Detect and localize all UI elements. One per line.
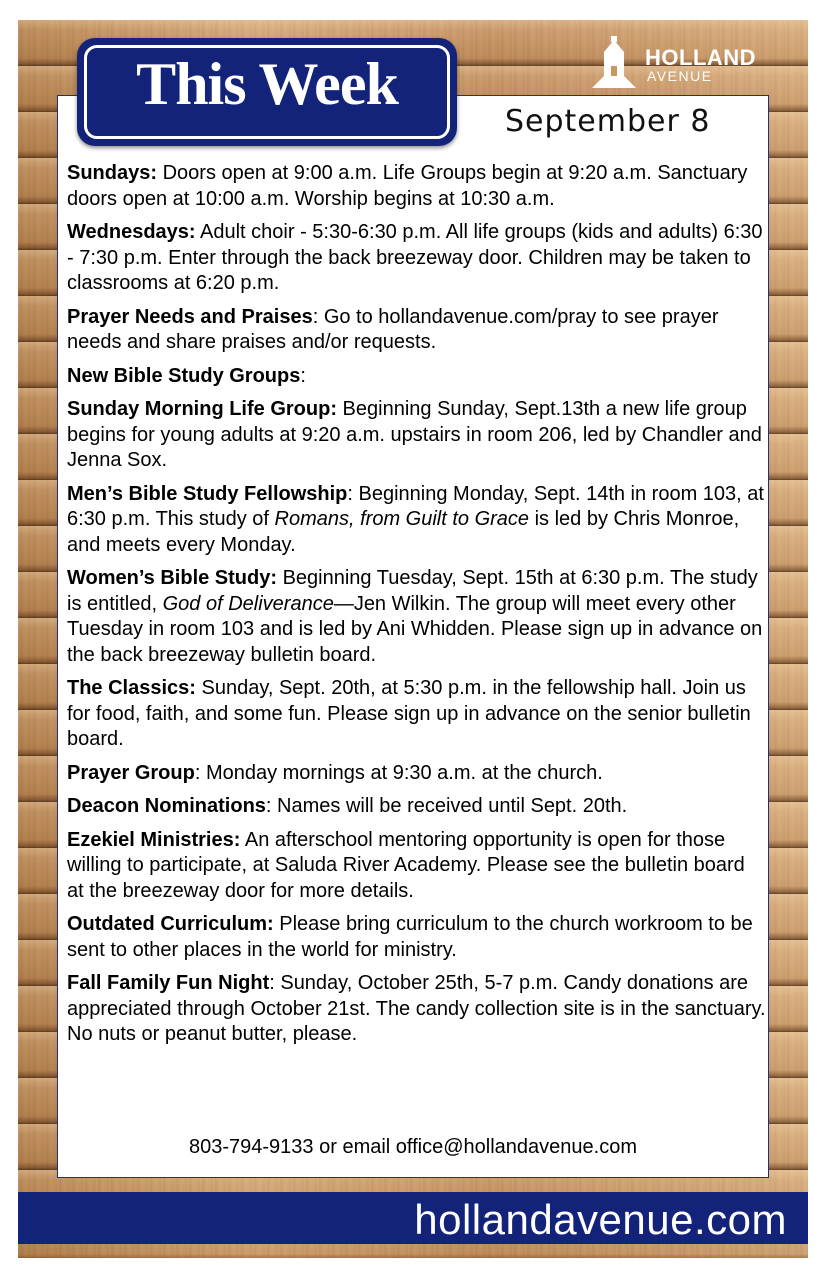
announcement-womens-bible-study: Women’s Bible Study: Beginning Tuesday, Sept. 15th at 6:30 p.m. The study is entitled, God of Deliverance—Jen Wilkin. The group will meet every other Tuesday in room 103 and is led by Ani Whidden. Please sign up in advance on the back breezeway bulletin board. — [67, 567, 763, 666]
announcement-new-bible-study: New Bible Study Groups: — [67, 364, 306, 387]
page-title: This Week — [136, 51, 398, 117]
announcement-prayer-group: Prayer Group: Monday mornings at 9:30 a.m. at the church. — [67, 761, 603, 784]
announcement-ezekiel-ministries: Ezekiel Ministries: An afterschool mentoring opportunity is open for those willing to participate, at Saluda River Academy. Please see the bulletin board at the breezeway door for more details. — [67, 828, 745, 902]
logo-text-avenue: AVENUE — [647, 68, 713, 84]
footer-website-link[interactable]: hollandavenue.com — [414, 1196, 787, 1243]
announcement-outdated-curriculum: Outdated Curriculum: Please bring curriculum to the church workroom to be sent to other places in the world for ministry. — [67, 913, 753, 961]
announcement-fall-family-fun-night: Fall Family Fun Night: Sunday, October 25th, 5-7 p.m. Candy donations are appreciated through October 21st. The candy collection site is in the sanctuary. No nuts or peanut butter, please. — [67, 972, 766, 1045]
bulletin-date: September 8 — [505, 104, 711, 139]
announcement-prayer-needs: Prayer Needs and Praises: Go to hollandavenue.com/pray to see prayer needs and share praises and/or requests. — [67, 305, 719, 353]
contact-line[interactable]: 803-794-9133 or email office@hollandavenue.com — [189, 1136, 637, 1158]
announcement-sunday-life-group: Sunday Morning Life Group: Beginning Sunday, Sept.13th a new life group begins for young adults at 9:20 a.m. upstairs in room 206, led by Chandler and Jenna Sox. — [67, 398, 762, 471]
announcement-sundays: Sundays: Doors open at 9:00 a.m. Life Groups begin at 9:20 a.m. Sanctuary doors open at 10:00 a.m. Worship begins at 10:30 a.m. — [67, 162, 748, 210]
announcement-wednesdays: Wednesdays: Adult choir - 5:30-6:30 p.m. All life groups (kids and adults) 6:30 - 7:30 p.m. Enter through the back breezeway door. Children may be taken to classrooms at 6:20 p.m. — [67, 221, 763, 294]
title-badge — [77, 38, 457, 146]
announcement-the-classics: The Classics: Sunday, Sept. 20th, at 5:30 p.m. in the fellowship hall. Join us for food, faith, and some fun. Please sign up in advance on the senior bulletin board. — [67, 677, 751, 750]
announcement-deacon-nominations: Deacon Nominations: Names will be received until Sept. 20th. — [67, 795, 628, 817]
logo-text-holland: HOLLAND — [645, 45, 757, 70]
announcement-list — [67, 161, 767, 1056]
announcement-mens-bible-study: Men’s Bible Study Fellowship: Beginning Monday, Sept. 14th in room 103, at 6:30 p.m. This study of Romans, from Guilt to Grace is led by Chris Monroe, and meets every Monday. — [67, 482, 764, 556]
steeple-icon — [590, 36, 638, 92]
holland-avenue-logo[interactable] — [590, 36, 770, 92]
